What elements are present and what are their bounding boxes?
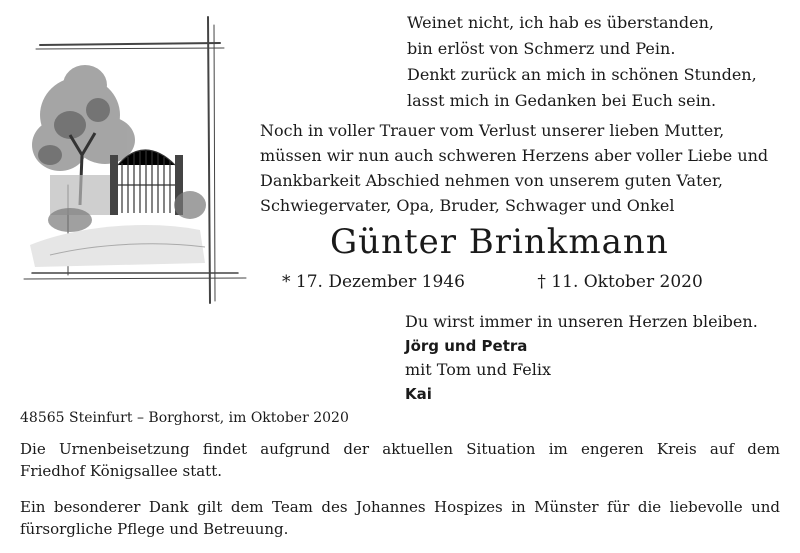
intro-text	[260, 118, 780, 218]
family-signatures	[405, 310, 758, 406]
intro-line: Schwiegervater, Opa, Bruder, Schwager und Onkel	[260, 196, 675, 215]
poem-line: Denkt zurück an mich in schönen Stunden,	[407, 65, 757, 84]
thanks-note	[20, 496, 780, 540]
intro-line: Noch in voller Trauer vom Verlust unserer lieben Mutter,	[260, 121, 725, 140]
burial-notice-line: Friedhof Königsallee statt.	[20, 462, 223, 480]
poem	[407, 10, 787, 114]
death-date: † 11. Oktober 2020	[537, 272, 703, 292]
family-name-2: mit Tom und Felix	[405, 360, 552, 379]
place-date: 48565 Steinfurt – Borghorst, im Oktober 2020	[20, 410, 349, 426]
garden-gate-illustration	[10, 5, 250, 305]
burial-notice-line: Die Urnenbeisetzung findet aufgrund der aktuellen Situation im engeren Kreis auf dem	[20, 440, 780, 458]
poem-line: bin erlöst von Schmerz und Pein.	[407, 39, 676, 58]
poem-line: Weinet nicht, ich hab es überstanden,	[407, 13, 714, 32]
burial-notice	[20, 438, 780, 482]
deceased-name: Günter Brinkmann	[330, 222, 669, 262]
family-name-3: Kai	[405, 385, 432, 403]
family-name-1: Jörg und Petra	[405, 337, 528, 355]
birth-date: * 17. Dezember 1946	[282, 272, 465, 292]
poem-line: lasst mich in Gedanken bei Euch sein.	[407, 91, 717, 110]
family-motto: Du wirst immer in unseren Herzen bleiben.	[405, 312, 758, 331]
thanks-note-line: fürsorgliche Pflege und Betreuung.	[20, 520, 289, 538]
intro-line: müssen wir nun auch schweren Herzens aber voller Liebe und	[260, 146, 769, 165]
thanks-note-line: Ein besonderer Dank gilt dem Team des Johannes Hospizes in Münster für die liebevolle und	[20, 498, 780, 516]
intro-line: Dankbarkeit Abschied nehmen von unserem guten Vater,	[260, 171, 723, 190]
life-dates	[282, 272, 703, 292]
